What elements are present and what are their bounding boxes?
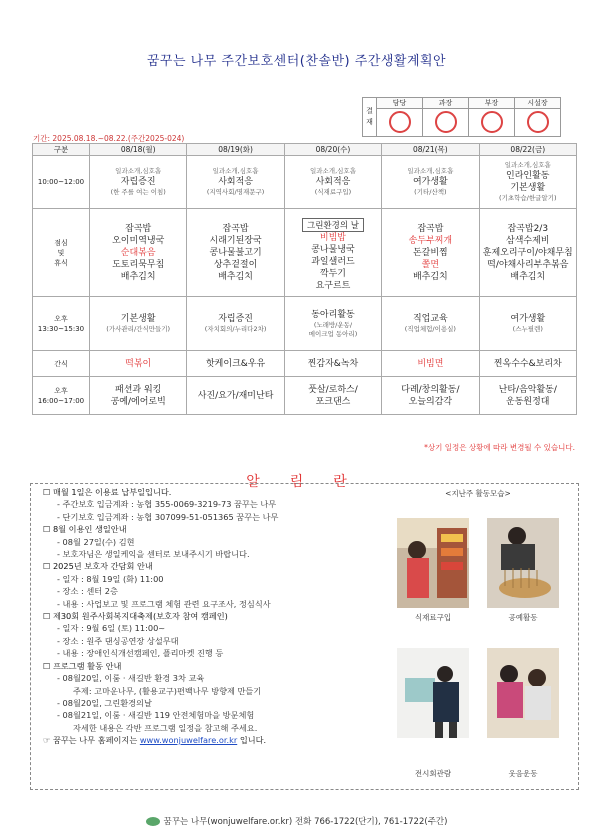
photo-label: 식재료구입 bbox=[414, 613, 452, 622]
menu-item: 콩나물불고기 bbox=[209, 247, 262, 258]
notice-list bbox=[43, 486, 383, 747]
menu-item: 잡곡밥 bbox=[417, 223, 444, 234]
schedule-cell bbox=[187, 351, 284, 377]
menu-item: 과일샐러드 bbox=[311, 257, 355, 267]
schedule-cell bbox=[187, 209, 284, 297]
menu-item: 깍두기 bbox=[319, 269, 347, 279]
approval-stamp-cell bbox=[469, 109, 515, 137]
cell-main: 여가생활 bbox=[412, 177, 448, 187]
menu-item: 상추겉절이 bbox=[213, 259, 258, 270]
notice-box bbox=[30, 483, 579, 790]
photo-caption: <지난주 활동모습> bbox=[445, 489, 511, 498]
day-header: 08/19(화) bbox=[187, 144, 284, 156]
notice-detail: - 장소 : 센터 2층 bbox=[57, 586, 118, 597]
schedule-cell bbox=[382, 156, 479, 209]
cell-intro: 일과소개,심호흡 bbox=[212, 167, 259, 175]
cell-main: 인라인활동 bbox=[506, 171, 550, 181]
schedule-cell bbox=[479, 156, 576, 209]
menu-item: 쫄면 bbox=[421, 259, 440, 270]
menu-item: 송두부찌개 bbox=[408, 235, 453, 246]
footer: 꿈꾸는 나무(wonjuwelfare.or.kr) 전화 766-1722(단기), 761-1722(주간) bbox=[0, 815, 593, 827]
schedule-cell bbox=[382, 377, 479, 415]
schedule-cell bbox=[187, 297, 284, 351]
cell-intro: 일과소개,심호흡 bbox=[504, 161, 551, 169]
schedule-cell bbox=[479, 209, 576, 297]
schedule-cell bbox=[187, 377, 284, 415]
period-label: 기간: 2025.08.18.~08.22.(주간2025-024) bbox=[33, 134, 185, 143]
cell-intro: 일과소개,심호흡 bbox=[407, 167, 454, 175]
menu-item: 배추김치 bbox=[510, 271, 546, 282]
seal-stamp bbox=[527, 111, 549, 133]
homepage-line: ☞ 꿈꾸는 나무 홈페이지는 www.wonjuwelfare.or.kr 입니다. bbox=[43, 735, 267, 746]
cell-intro: 일과소개,심호흡 bbox=[309, 167, 356, 175]
schedule-note: *상기 일정은 상황에 따라 변경될 수 있습니다. bbox=[424, 443, 575, 452]
photo-label: 전시회관람 bbox=[414, 769, 452, 778]
col-header-label: 구분 bbox=[33, 144, 90, 156]
row-label-morning: 10:00~12:00 bbox=[33, 156, 90, 209]
cell-sub: (식재료구입) bbox=[314, 188, 352, 196]
notice-detail: - 내용 : 사업보고 및 프로그램 체험 관련 요구조사, 정심식사 bbox=[57, 598, 271, 609]
schedule-cell bbox=[479, 377, 576, 415]
notice-detail: - 내용 : 장애인식개선캠페인, 플리마켓 진행 등 bbox=[57, 648, 224, 659]
schedule-cell bbox=[90, 156, 187, 209]
cell-main: 자립증진 bbox=[218, 314, 253, 324]
menu-item: 오이미역냉국 bbox=[112, 235, 165, 246]
schedule-cell bbox=[284, 351, 381, 377]
approval-stamp-cell bbox=[423, 109, 469, 137]
menu-item: 삼색수제비 bbox=[506, 235, 550, 246]
notice-title: 알림란 bbox=[246, 474, 377, 490]
seal-stamp bbox=[389, 111, 411, 133]
menu-item: 훈제오리구이/야채무침 bbox=[482, 247, 573, 258]
snack-item: 찐감자&녹차 bbox=[307, 358, 359, 369]
menu-item: 잡곡밥 bbox=[222, 223, 249, 234]
schedule-cell bbox=[382, 209, 479, 297]
activity-item: 공예/에어로빅 bbox=[110, 396, 166, 407]
menu-item: 돈갈비찜 bbox=[412, 247, 448, 258]
photo-laughter bbox=[487, 648, 559, 738]
notice-heading: ☐ 프로그램 활동 안내 bbox=[43, 660, 122, 671]
schedule-cell bbox=[284, 156, 381, 209]
cell-sub: (스누필렌) bbox=[512, 325, 543, 333]
day-header: 08/20(수) bbox=[284, 144, 381, 156]
menu-item: 배추김치 bbox=[218, 271, 253, 282]
notice-detail: - 장소 : 원주 댄싱공연장 상설무대 bbox=[57, 635, 179, 646]
cell-sub: (가사관리/간식만들기) bbox=[106, 325, 171, 333]
activity-item: 오늘의감각 bbox=[408, 396, 453, 407]
approval-side-label: 결 재 bbox=[363, 98, 377, 137]
cell-main: 사회적응 bbox=[218, 177, 253, 187]
row-label-evening: 오후 16:00~17:00 bbox=[33, 377, 90, 415]
cell-sub: 메이크업 동아리) bbox=[308, 329, 358, 338]
cell-sub: (지역사회/명재문구) bbox=[206, 188, 265, 196]
cell-main: 여가생활 bbox=[510, 314, 546, 324]
notice-heading: ☐ 2025년 보호자 간담회 안내 bbox=[43, 561, 153, 572]
cell-main: 직업교육 bbox=[412, 314, 448, 324]
row-label-afternoon: 오후 13:30~15:30 bbox=[33, 297, 90, 351]
cell-sub: (노래방/운동/ bbox=[313, 320, 353, 329]
schedule-cell bbox=[90, 209, 187, 297]
cell-main: 사회적응 bbox=[315, 177, 351, 187]
schedule-cell bbox=[479, 351, 576, 377]
notice-detail: - 08월20일, 그린환경의날 bbox=[57, 697, 152, 708]
homepage-link[interactable]: www.wonjuwelfare.or.kr bbox=[139, 735, 238, 746]
schedule-cell bbox=[90, 297, 187, 351]
row-label-lunch: 점심 및 휴식 bbox=[33, 209, 90, 297]
menu-item: 잡곡밥 bbox=[125, 223, 152, 234]
activity-item: 난타/음악활동/ bbox=[498, 384, 557, 395]
seal-stamp bbox=[481, 111, 503, 133]
cell-main: 동아리활동 bbox=[311, 309, 355, 320]
menu-item: 콩나물냉국 bbox=[311, 245, 355, 255]
activity-item: 사진/요가/재미난타 bbox=[197, 390, 274, 401]
menu-item: 요구르트 bbox=[315, 281, 351, 291]
approval-stamp-cell bbox=[515, 109, 561, 137]
notice-detail: - 주간보호 입금계좌 : 농협 355-0069-3219-73 꿈꾸는 나무 bbox=[57, 499, 277, 510]
cell-sub: (자치회의/누리다2차) bbox=[204, 325, 267, 333]
notice-heading: ☐ 8월 이용인 생일안내 bbox=[43, 524, 127, 535]
schedule-cell bbox=[479, 297, 576, 351]
notice-detail: 주제: 고마운나무, (활용교구)편백나무 방향제 만들기 bbox=[73, 685, 262, 696]
seal-stamp bbox=[435, 111, 457, 133]
notice-detail: - 단기보호 입금계좌 : 농협 307099-51-051365 꿈꾸는 나무 bbox=[57, 511, 279, 522]
schedule-cell bbox=[187, 156, 284, 209]
notice-detail: - 08월21일, 이룸 · 새길반 119 안전체험마을 방문체험 bbox=[57, 710, 255, 721]
approval-table bbox=[362, 97, 561, 137]
menu-item: 비빔밥 bbox=[319, 233, 347, 243]
weekly-schedule-table bbox=[32, 143, 577, 415]
logo-leaf-icon bbox=[146, 817, 160, 826]
cell-sub: (기초학습/한글알기) bbox=[499, 194, 557, 202]
approval-stamp-cell bbox=[377, 109, 423, 137]
menu-item: 떡/야채사리부추볶음 bbox=[487, 259, 569, 270]
cell-main: 기본생활 bbox=[120, 314, 156, 324]
cell-main: 자립증진 bbox=[120, 177, 156, 187]
schedule-cell bbox=[284, 377, 381, 415]
notice-heading: ☐ 제30회 원주사회복지대축제(보호자 참여 캠페인) bbox=[43, 611, 228, 622]
notice-heading: ☐ 매월 1일은 이용료 납부일입니다. bbox=[43, 487, 172, 497]
cell-main: 기본생활 bbox=[510, 183, 546, 193]
photo-label: 공예활동 bbox=[508, 613, 538, 622]
menu-item: 시래기된장국 bbox=[209, 235, 262, 246]
row-label-snack: 간식 bbox=[33, 351, 90, 377]
notice-detail: - 08월20일, 이룸 · 새길반 환경 3차 교육 bbox=[57, 673, 205, 684]
snack-item: 비빔면 bbox=[417, 358, 444, 369]
menu-item: 배추김치 bbox=[120, 271, 156, 282]
photo-grocery bbox=[397, 518, 469, 608]
notice-detail: - 08월 27일(수) 김현 bbox=[57, 536, 135, 547]
snack-item: 핫케이크&우유 bbox=[205, 358, 266, 369]
photo-craft bbox=[487, 518, 559, 608]
menu-item: 배추김치 bbox=[412, 271, 448, 282]
photo-gallery bbox=[383, 488, 573, 778]
menu-item: 잡곡밥2/3 bbox=[507, 223, 549, 234]
notice-detail: 자세한 내용은 각반 프로그램 일정을 참고해 주세요. bbox=[73, 722, 258, 733]
green-day-label: 그린환경의 날 bbox=[302, 218, 364, 232]
activity-item: 패션과 워킹 bbox=[115, 384, 162, 395]
cell-sub: (직업체험/이용실) bbox=[404, 325, 456, 333]
cell-sub: (한 주를 여는 이침) bbox=[110, 188, 166, 196]
snack-item: 떡볶이 bbox=[125, 358, 152, 369]
schedule-cell bbox=[90, 351, 187, 377]
day-header: 08/18(월) bbox=[90, 144, 187, 156]
notice-detail: - 보호자님은 생일케익을 센터로 보내주시기 바랍니다. bbox=[57, 549, 250, 560]
menu-item: 도토리묵무침 bbox=[112, 259, 165, 270]
schedule-cell bbox=[382, 297, 479, 351]
schedule-cell bbox=[284, 209, 381, 297]
photo-exhibition bbox=[397, 648, 469, 738]
notice-detail: - 일자 : 9월 6일 (토) 11:00~ bbox=[57, 623, 166, 634]
menu-item: 순대볶음 bbox=[120, 247, 156, 258]
page-title: 꿈꾸는 나무 주간보호센터(찬솔반) 주간생활계획안 bbox=[146, 54, 447, 69]
schedule-cell bbox=[382, 351, 479, 377]
day-header: 08/21(목) bbox=[382, 144, 479, 156]
activity-item: 풋살/로하스/ bbox=[308, 384, 358, 395]
approval-header: 부장 bbox=[469, 98, 515, 109]
activity-item: 포크댄스 bbox=[315, 396, 351, 407]
approval-header: 시설장 bbox=[515, 98, 561, 109]
activity-item: 운동원정대 bbox=[506, 396, 550, 407]
cell-intro: 일과소개,심호흡 bbox=[115, 167, 162, 175]
approval-header: 과장 bbox=[423, 98, 469, 109]
schedule-cell bbox=[284, 297, 381, 351]
photo-label: 웃음운동 bbox=[508, 769, 538, 778]
notice-detail: - 일자 : 8월 19일 (화) 11:00 bbox=[57, 573, 164, 584]
approval-header: 담당 bbox=[377, 98, 423, 109]
cell-sub: (기타/산책) bbox=[414, 188, 447, 196]
schedule-cell bbox=[90, 377, 187, 415]
snack-item: 찐옥수수&보리차 bbox=[493, 358, 562, 369]
day-header: 08/22(금) bbox=[479, 144, 576, 156]
activity-item: 다례/창의활동/ bbox=[401, 384, 460, 395]
